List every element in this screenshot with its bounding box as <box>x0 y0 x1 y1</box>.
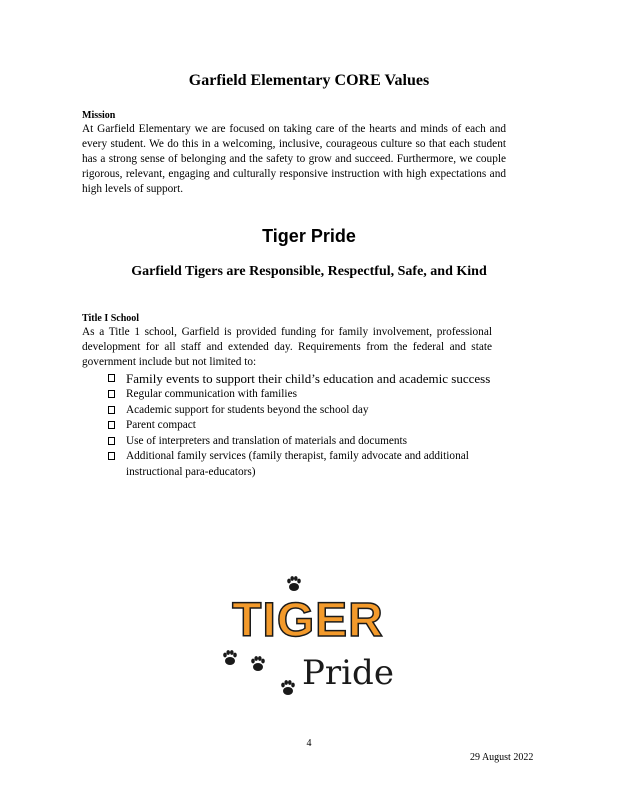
paw-icon <box>287 576 301 591</box>
paw-icon <box>251 656 265 671</box>
checkbox-bullet-icon <box>108 406 115 414</box>
checkbox-bullet-icon <box>108 452 115 460</box>
list-item: Use of interpreters and translation of materials and documents <box>108 434 498 450</box>
page-title: Garfield Elementary CORE Values <box>188 72 430 89</box>
checkbox-bullet-icon <box>108 421 115 429</box>
list-item: Academic support for students beyond the school day <box>108 403 498 419</box>
checkbox-bullet-icon <box>108 437 115 445</box>
tiger-pride-logo <box>218 572 398 705</box>
tiger-pride-logo-art <box>218 572 398 700</box>
title1-text: As a Title 1 school, Garfield is provided funding for family involvement, professional development for all staff and extended day. Requirements from the federal and state government include but not limited to: <box>82 326 492 368</box>
logo-pride-text: Pride <box>302 653 394 693</box>
list-item: Parent compact <box>108 418 498 434</box>
tiger-pride-heading: Tiger Pride <box>262 226 356 246</box>
page-number: 4 <box>306 738 312 749</box>
logo-tiger-text: TIGER <box>232 594 384 647</box>
list-item: Regular communication with families <box>108 387 498 403</box>
paw-icon <box>223 650 237 665</box>
title1-heading: Title I School <box>82 313 140 324</box>
list-item: Additional family services (family therapist, family advocate and additional instructional para-educators) <box>108 449 498 480</box>
mission-text: At Garfield Elementary we are focused on taking care of the hearts and minds of each and every student. We do this in a welcoming, inclusive, courageous culture so that each student has a strong sense of belonging and the safety to grow and succeed. Furthermore, we couple rigorous, relevant, engaging and culturally responsive instruction with high expectations and high levels of support. <box>82 123 506 195</box>
checkbox-bullet-icon <box>108 390 115 398</box>
paw-icon <box>281 680 295 695</box>
checkbox-bullet-icon <box>108 374 115 382</box>
document-date: 29 August 2022 <box>470 752 534 763</box>
list-item: Family events to support their child’s education and academic success <box>108 371 498 387</box>
requirements-list <box>108 371 498 480</box>
tigers-are-statement: Garfield Tigers are Responsible, Respectful, Safe, and Kind <box>131 264 487 279</box>
mission-heading: Mission <box>82 110 116 121</box>
